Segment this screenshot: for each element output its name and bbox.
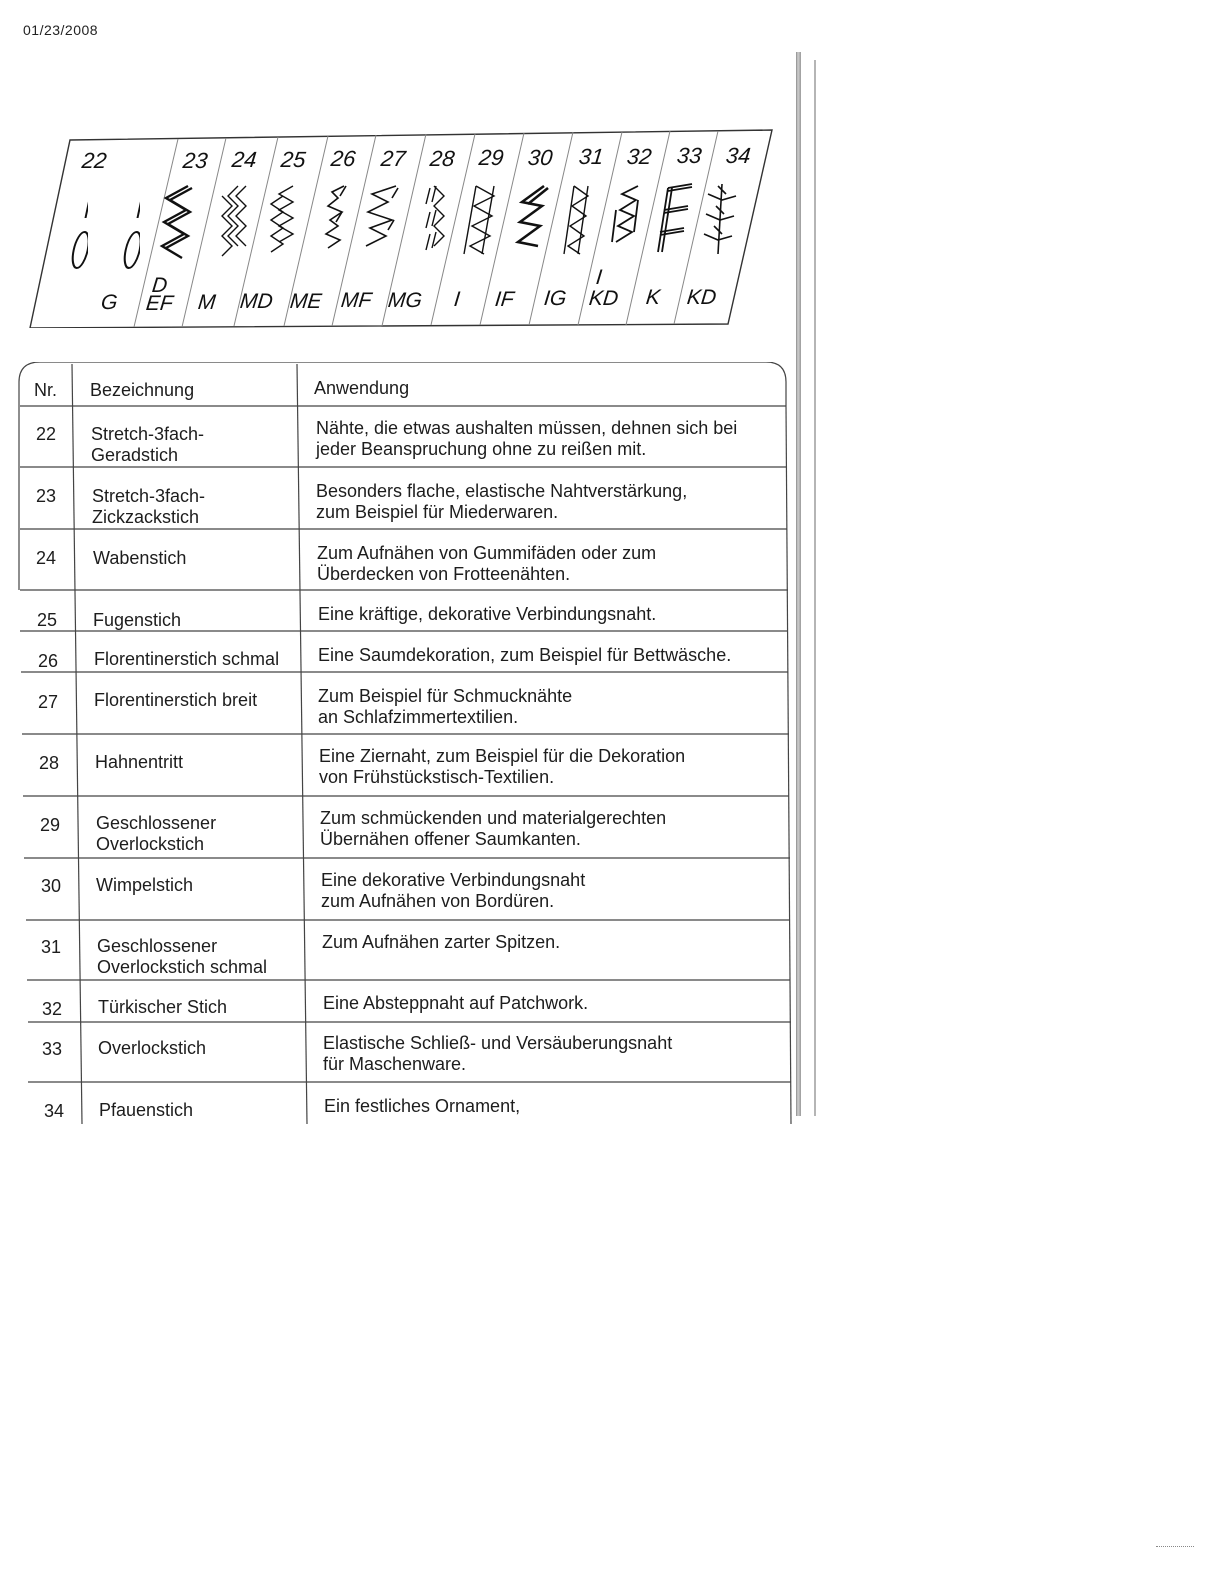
stitch-number: 31 (577, 144, 605, 169)
row-use: Eine kräftige, dekorative Verbindungsnaht. (318, 604, 657, 624)
stitch-number: 32 (625, 144, 653, 169)
peacock-stitch-icon (696, 182, 742, 266)
row-use: Zum schmückenden und materialgerechten Übernähen offener Saumkanten. (320, 808, 667, 849)
row-use: Eine Absteppnaht auf Patchwork. (323, 993, 589, 1013)
row-name: Wimpelstich (96, 875, 194, 895)
stitch-code: D (150, 274, 169, 297)
stitch-number: 33 (675, 143, 703, 168)
row-nr: 24 (36, 548, 57, 568)
stitch-code: IF (493, 288, 515, 311)
row-nr: 28 (39, 753, 60, 773)
stitch-code: KD (587, 287, 620, 310)
stitch-code: MD (238, 290, 274, 313)
row-nr: 34 (44, 1101, 65, 1121)
florentine-narrow-icon (310, 182, 354, 266)
straight-triple-stitch-icon (110, 178, 140, 278)
row-name: Geschlossener Overlockstich (96, 813, 217, 854)
straight-triple-stitch-icon (58, 178, 88, 278)
stitch-number: 34 (724, 143, 752, 168)
row-name: Geschlossener Overlockstich schmal (97, 936, 268, 977)
row-nr: 30 (41, 876, 62, 896)
stitch-number: 23 (181, 148, 209, 173)
column-header-use: Anwendung (314, 378, 410, 398)
row-nr: 32 (42, 999, 63, 1019)
row-use: Zum Beispiel für Schmucknähte an Schlafzimmertextilien. (318, 686, 573, 727)
row-use: Besonders flache, elastische Nahtverstärkung, zum Beispiel für Miederwaren. (316, 481, 688, 522)
stitch-code: IG (542, 287, 568, 310)
row-nr: 26 (38, 651, 59, 671)
stitch-code: G (99, 291, 119, 314)
row-name: Florentinerstich schmal (94, 649, 280, 669)
row-use: Nähte, die etwas aushalten müssen, dehnen sich bei jeder Beanspruchung ohne zu reißen mit. (316, 418, 738, 459)
stitch-number: 30 (526, 145, 554, 170)
stitch-number: 22 (80, 148, 108, 173)
stitch-code: KD (685, 286, 718, 309)
row-use: Eine Saumdekoration, zum Beispiel für Bettwäsche. (318, 645, 732, 665)
column-header-name: Bezeichnung (90, 380, 195, 400)
stitch-code: M (196, 291, 217, 314)
row-name: Fugenstich (93, 610, 182, 630)
closed-overlock-narrow-icon (554, 182, 598, 266)
overlock-stitch-icon (650, 182, 694, 266)
stitch-pattern-panel (28, 128, 774, 328)
stitch-code: I (452, 288, 462, 311)
row-use: Ein festliches Ornament, (324, 1096, 521, 1116)
row-nr: 25 (37, 610, 58, 630)
row-use: Zum Aufnähen von Gummifäden oder zum Überdecken von Frotteenähten. (317, 543, 657, 584)
row-nr: 27 (38, 692, 59, 712)
column-header-nr: Nr. (34, 380, 58, 400)
zigzag-triple-stitch-icon (156, 182, 200, 266)
row-name: Florentinerstich breit (94, 690, 258, 710)
row-nr: 29 (40, 815, 61, 835)
row-name: Overlockstich (98, 1038, 207, 1058)
honeycomb-stitch-icon (210, 182, 254, 266)
joint-stitch-icon (259, 182, 303, 266)
row-name: Pfauenstich (99, 1100, 194, 1120)
scan-page-edge-inner (814, 60, 816, 1116)
stitch-code: EF (144, 292, 175, 315)
row-nr: 22 (36, 424, 57, 444)
row-use: Eine Ziernaht, zum Beispiel für die Dekoration von Frühstückstisch-Textilien. (319, 746, 686, 787)
pennant-stitch-icon (504, 182, 550, 266)
row-name: Wabenstich (93, 548, 187, 568)
row-name: Türkischer Stich (98, 997, 228, 1017)
stitch-code: I (594, 266, 604, 289)
stitch-number: 24 (230, 147, 258, 172)
stitch-code: K (644, 286, 662, 309)
row-nr: 31 (41, 937, 62, 957)
stitch-number: 25 (279, 147, 307, 172)
stitch-code: ME (288, 290, 323, 313)
row-name: Hahnentritt (95, 752, 184, 772)
date-stamp: 01/23/2008 (23, 22, 99, 38)
closed-overlock-icon (454, 182, 498, 266)
row-nr: 23 (36, 486, 57, 506)
row-nr: 33 (42, 1039, 63, 1059)
stitch-code: MF (339, 289, 373, 312)
corner-mark (1156, 1546, 1194, 1548)
florentine-wide-icon (358, 182, 402, 266)
row-use: Eine dekorative Verbindungsnaht zum Aufnähen von Bordüren. (321, 870, 586, 911)
row-name: Stretch-3fach- Geradstich (91, 424, 205, 465)
row-use: Elastische Schließ- und Versäuberungsnaht für Maschenware. (323, 1033, 673, 1074)
stitch-number: 29 (477, 145, 505, 170)
stitch-number: 26 (329, 146, 357, 171)
stitch-number: 27 (379, 146, 407, 171)
houndstooth-icon (410, 182, 454, 266)
stitch-number: 28 (428, 146, 456, 171)
stitch-code: MG (386, 289, 424, 312)
row-name: Stretch-3fach- Zickzackstich (92, 486, 206, 527)
turkish-stitch-icon (602, 182, 646, 266)
row-use: Zum Aufnähen zarter Spitzen. (322, 932, 561, 952)
